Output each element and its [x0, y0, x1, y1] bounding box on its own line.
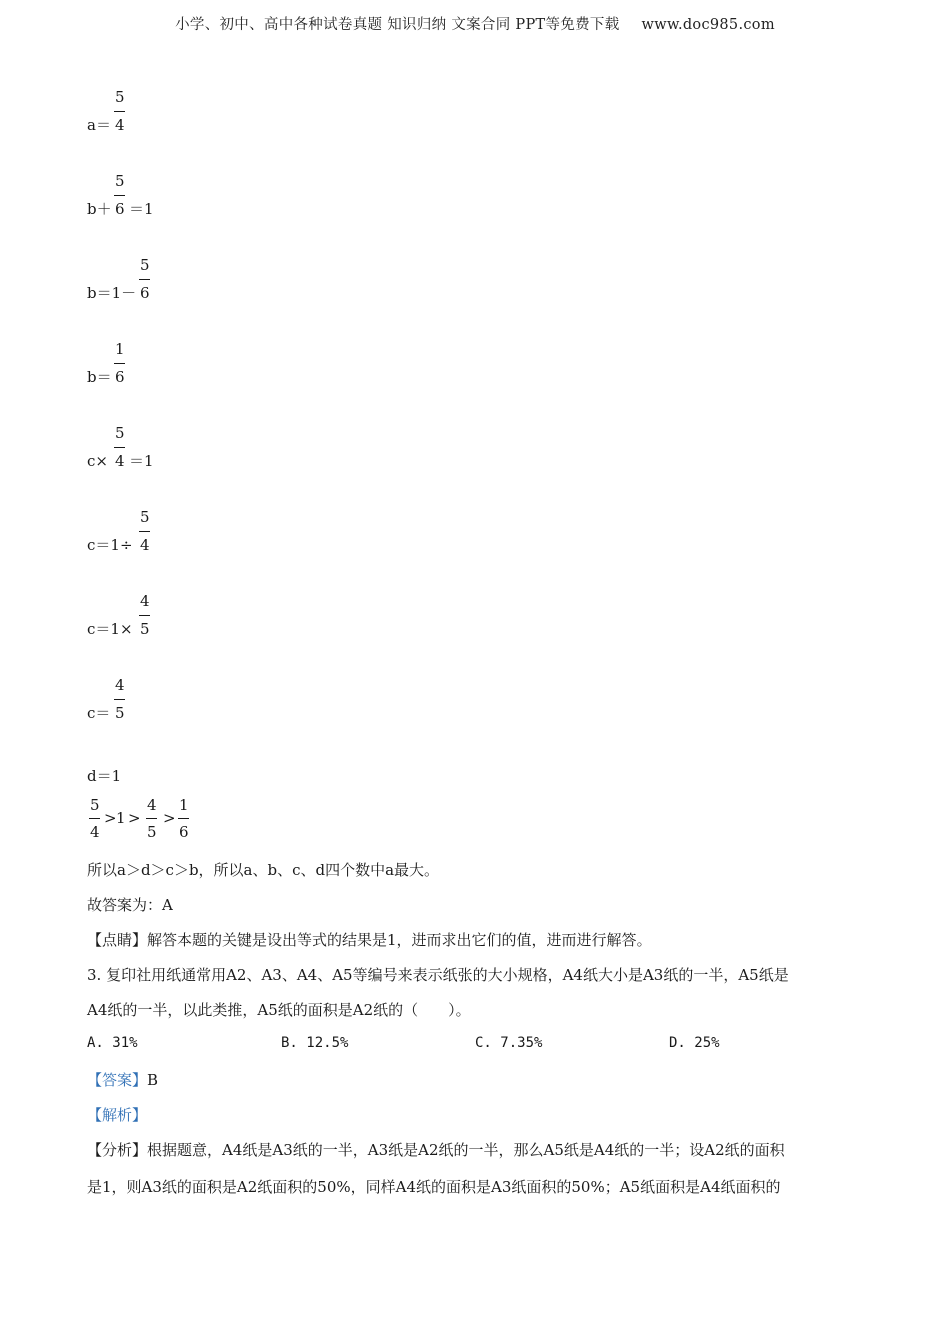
fraction-bar: [139, 615, 150, 616]
fraction-numerator: 5: [115, 88, 125, 106]
point-line: [87, 929, 652, 950]
fraction-bar: [114, 111, 125, 112]
analysis-text-1: 根据题意，A4纸是A3纸的一半，A3纸是A2纸的一半，那么A5纸是A4纸的一半；设A2纸的面积: [147, 1141, 785, 1159]
fraction-numerator: 5: [140, 256, 150, 274]
fraction-denominator: 4: [115, 452, 125, 470]
fraction-denominator: 5: [140, 620, 150, 638]
option-b: B. 12.5%: [281, 1035, 349, 1051]
header-url[interactable]: www.doc985.com: [641, 17, 775, 33]
point-tag: 【点睛】: [87, 931, 148, 949]
equation-prefix: c＝1×: [87, 620, 133, 638]
answer-value: B: [147, 1071, 159, 1089]
equation-2: [87, 258, 177, 306]
equation-3: [87, 342, 147, 390]
fraction-numerator: 4: [115, 676, 125, 694]
greater-than-sign: >: [104, 809, 117, 827]
equation-prefix: c＝1÷: [87, 536, 133, 554]
fraction-numerator: 1: [115, 340, 125, 358]
answer-tag: 【答案】: [87, 1071, 148, 1089]
equation-prefix: b＝1－: [87, 284, 137, 302]
equation-5: [87, 510, 177, 558]
fraction-denominator: 6: [115, 368, 125, 386]
fraction-bar: [146, 818, 157, 819]
equation-7: [87, 678, 147, 726]
fraction-numerator: 4: [147, 796, 157, 814]
fraction-denominator: 6: [140, 284, 150, 302]
answer-line: 故答案为：A: [87, 896, 173, 914]
fraction-bar: [114, 447, 125, 448]
greater-than-sign: >: [128, 809, 141, 827]
fraction-denominator: 4: [90, 823, 100, 841]
point-text: 解答本题的关键是设出等式的结果是1，进而求出它们的值，进而进行解答。: [147, 931, 652, 949]
fraction-bar: [139, 279, 150, 280]
equation-4: [87, 426, 177, 474]
d-equation: d＝1: [87, 767, 122, 785]
greater-than-sign: >: [163, 809, 176, 827]
fraction-numerator: 1: [179, 796, 189, 814]
fraction-denominator: 5: [147, 823, 157, 841]
question3-line2: A4纸的一半，以此类推，A5纸的面积是A2纸的（ ）。: [87, 1001, 471, 1019]
equation-prefix: c×: [87, 452, 108, 470]
fraction-numerator: 5: [140, 508, 150, 526]
fraction-bar: [178, 818, 189, 819]
option-c: C. 7.35%: [475, 1035, 543, 1051]
fraction-denominator: 6: [179, 823, 189, 841]
analysis-tag: 【解析】: [87, 1106, 148, 1124]
fraction-denominator: 5: [115, 704, 125, 722]
equation-prefix: a＝: [87, 116, 111, 134]
comparison-one: 1: [116, 809, 126, 827]
header-title: 小学、初中、高中各种试卷真题 知识归纳 文案合同 PPT等免费下载: [175, 17, 620, 33]
option-d: D. 25%: [669, 1035, 720, 1051]
fraction-denominator: 6: [115, 200, 125, 218]
question3-line1: 3. 复印社用纸通常用A2、A3、A4、A5等编号来表示纸张的大小规格，A4纸大小是A3纸的一半，A5纸是: [87, 966, 789, 984]
answer-block: [87, 1069, 158, 1090]
fraction-numerator: 5: [90, 796, 100, 814]
analysis-line1: [87, 1139, 785, 1160]
fraction-denominator: 4: [115, 116, 125, 134]
analysis-line2: 是1，则A3纸的面积是A2纸面积的50%，同样A4纸的面积是A3纸面积的50%；A5纸面积是A4纸面积的: [87, 1178, 781, 1196]
equation-prefix: b＝: [87, 368, 112, 386]
fraction-bar: [89, 818, 100, 819]
fraction-bar: [139, 531, 150, 532]
fraction-bar: [114, 363, 125, 364]
equation-suffix: ＝1: [129, 452, 154, 470]
equation-0: [87, 90, 147, 138]
equation-prefix: b＋: [87, 200, 112, 218]
page-header: [0, 13, 950, 34]
option-a: A. 31%: [87, 1035, 138, 1051]
fraction-numerator: 4: [140, 592, 150, 610]
fraction-bar: [114, 699, 125, 700]
equation-suffix: ＝1: [129, 200, 154, 218]
equation-prefix: c＝: [87, 704, 111, 722]
equation-1: [87, 174, 177, 222]
conclusion-text: 所以a＞d＞c＞b，所以a、b、c、d四个数中a最大。: [87, 861, 440, 879]
analysis-tag-label: 【分析】: [87, 1141, 148, 1159]
fraction-bar: [114, 195, 125, 196]
fraction-numerator: 5: [115, 424, 125, 442]
equation-6: [87, 594, 177, 642]
fraction-numerator: 5: [115, 172, 125, 190]
comparison-line: [87, 798, 207, 844]
fraction-denominator: 4: [140, 536, 150, 554]
